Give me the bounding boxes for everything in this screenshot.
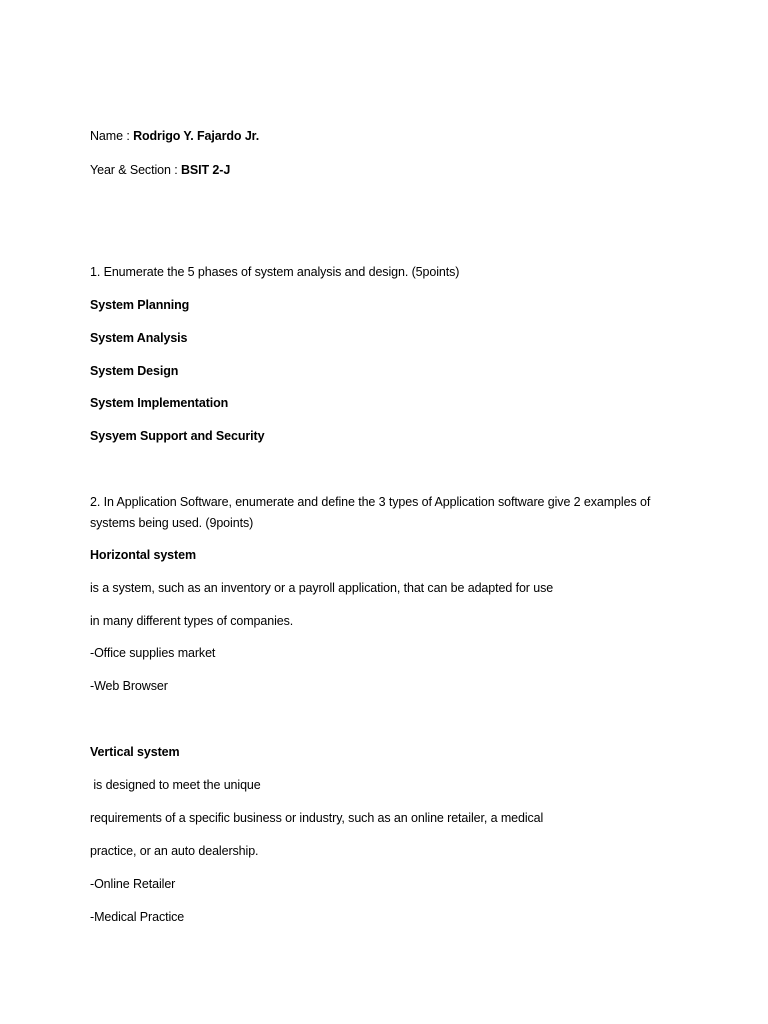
- vertical-definition-line-2: requirements of a specific business or industry, such as an online retailer, a medical: [90, 811, 544, 825]
- section-line: [90, 162, 230, 178]
- q1-answer-2: System Analysis: [90, 331, 188, 345]
- name-label: Name :: [90, 129, 134, 143]
- name-line: [90, 128, 259, 144]
- vertical-example-2: -Medical Practice: [90, 910, 185, 924]
- vertical-definition-line-3: practice, or an auto dealership.: [90, 844, 259, 858]
- student-name: Rodrigo Y. Fajardo Jr.: [133, 129, 260, 143]
- horizontal-definition-line-2: in many different types of companies.: [90, 614, 294, 628]
- q1-answer-3: System Design: [90, 364, 179, 378]
- q1-answer-5: Sysyem Support and Security: [90, 429, 265, 443]
- vertical-definition-line-1: is designed to meet the unique: [90, 778, 261, 792]
- q1-answer-1: System Planning: [90, 298, 190, 312]
- section-label: Year & Section :: [90, 163, 181, 177]
- vertical-system-heading: Vertical system: [90, 745, 180, 759]
- vertical-example-1: -Online Retailer: [90, 877, 176, 891]
- horizontal-example-2: -Web Browser: [90, 679, 168, 693]
- horizontal-example-1: -Office supplies market: [90, 646, 216, 660]
- q1-answer-4: System Implementation: [90, 396, 229, 410]
- student-section: BSIT 2-J: [180, 163, 231, 177]
- horizontal-definition-line-1: is a system, such as an inventory or a payroll application, that can be adapted for use: [90, 581, 554, 595]
- horizontal-system-heading: Horizontal system: [90, 548, 196, 562]
- question-2-prompt: 2. In Application Software, enumerate and define the 3 types of Application software give 2 examples of systems being used. (9points): [90, 495, 651, 530]
- question-1-prompt: 1. Enumerate the 5 phases of system analysis and design. (5points): [90, 265, 460, 279]
